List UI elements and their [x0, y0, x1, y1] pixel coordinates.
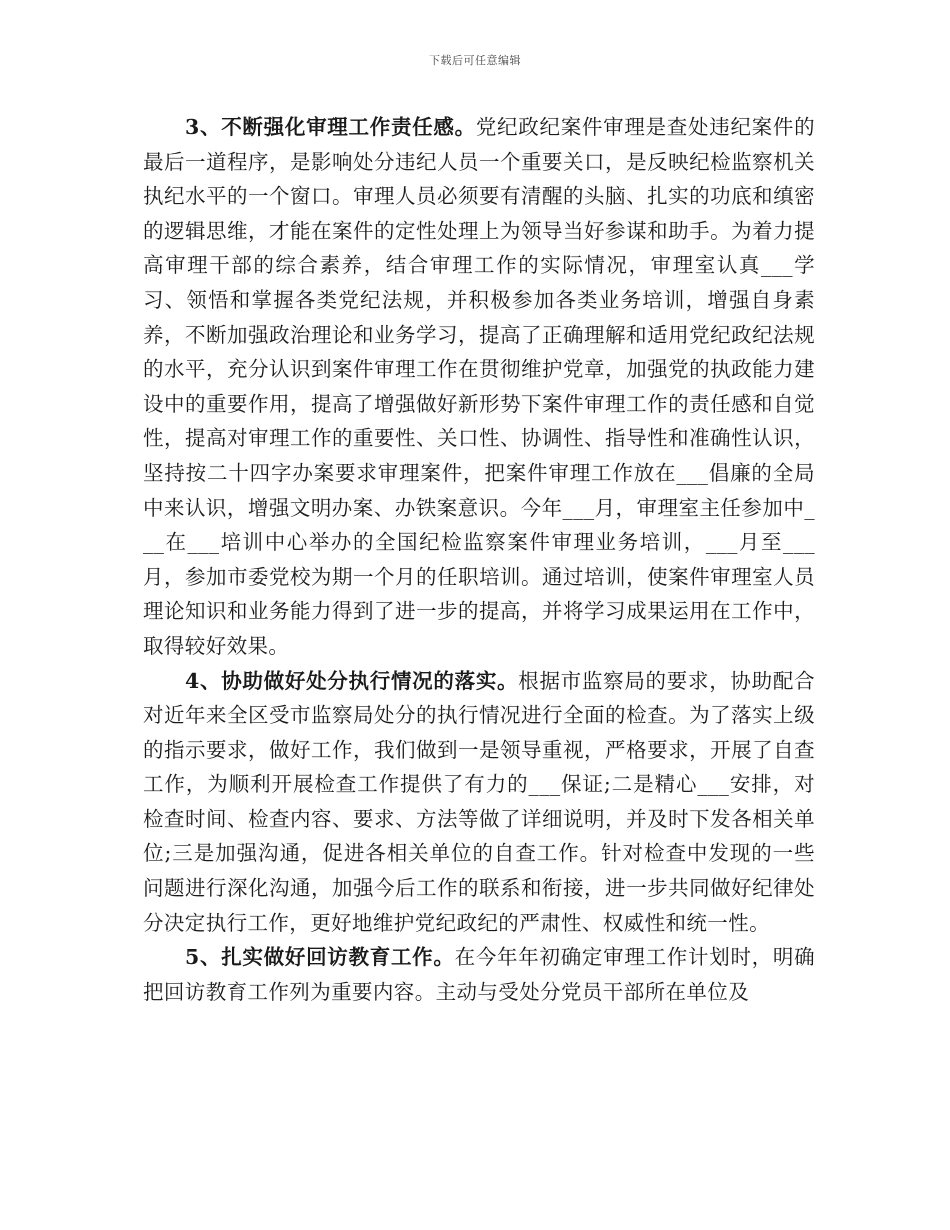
- paragraph-return-visit-education: [143, 940, 815, 1009]
- document-body: [143, 110, 815, 1009]
- paragraph-heading: 5、扎实做好回访教育工作。: [185, 945, 455, 970]
- paragraph-review-responsibility: [143, 110, 815, 664]
- paragraph-heading: 3、不断强化审理工作责任感。: [185, 115, 476, 139]
- paragraph-text: 在今年年初确定审理工作计划时，明确把回访教育工作列为重要内容。主动与受处分党员干部所在单位及: [143, 945, 815, 1004]
- paragraph-text: 根据市监察局的要求，协助配合对近年来全区受市监察局处分的执行情况进行全面的检查。为了落实上级的指示要求，做好工作，我们做到一是领导重视，严格要求，开展了自查工作，为顺利开展检查工作提供了有力的___保证;二是精心___安排，对检查时间、检查内容、要求、方法等做了详细说明，并及时下发各相关单位;三是加强沟通，促进各相关单位的自查工作。针对检查中发现的一些问题进行深化沟通，加强今后工作的联系和衔接，进一步共同做好纪律处分决定执行工作，更好地维护党纪政纪的严肃性、权威性和统一性。: [143, 668, 815, 935]
- paragraph-heading: 4、协助做好处分执行情况的落实。: [185, 668, 519, 693]
- page-header: 下载后可任意编辑: [429, 54, 521, 67]
- paragraph-text: 党纪政纪案件审理是查处违纪案件的最后一道程序，是影响处分违纪人员一个重要关口，是反映纪检监察机关执纪水平的一个窗口。审理人员必须要有清醒的头脑、扎实的功底和缜密的逻辑思维，才能在案件的定性处理上为领导当好参谋和助手。为着力提高审理干部的综合素养，结合审理工作的实际情况，审理室认真___学习、领悟和掌握各类党纪法规，并积极参加各类业务培训，增强自身素养，不断加强政治理论和业务学习，提高了正确理解和适用党纪政纪法规的水平，充分认识到案件审理工作在贯彻维护党章，加强党的执政能力建设中的重要作用，提高了增强做好新形势下案件审理工作的责任感和自觉性，提高对审理工作的重要性、关口性、协调性、指导性和准确性认识，坚持按二十四字办案要求审理案件，把案件审理工作放在___倡廉的全局中来认识，增强文明办案、办铁案意识。今年___月，审理室主任参加中___在___培训中心举办的全国纪检监察案件审理业务培训，___月至___月，参加市委党校为期一个月的任职培训。通过培训，使案件审理室人员理论知识和业务能力得到了进一步的提高，并将学习成果运用在工作中，取得较好效果。: [143, 115, 815, 658]
- paragraph-discipline-execution: [143, 664, 815, 941]
